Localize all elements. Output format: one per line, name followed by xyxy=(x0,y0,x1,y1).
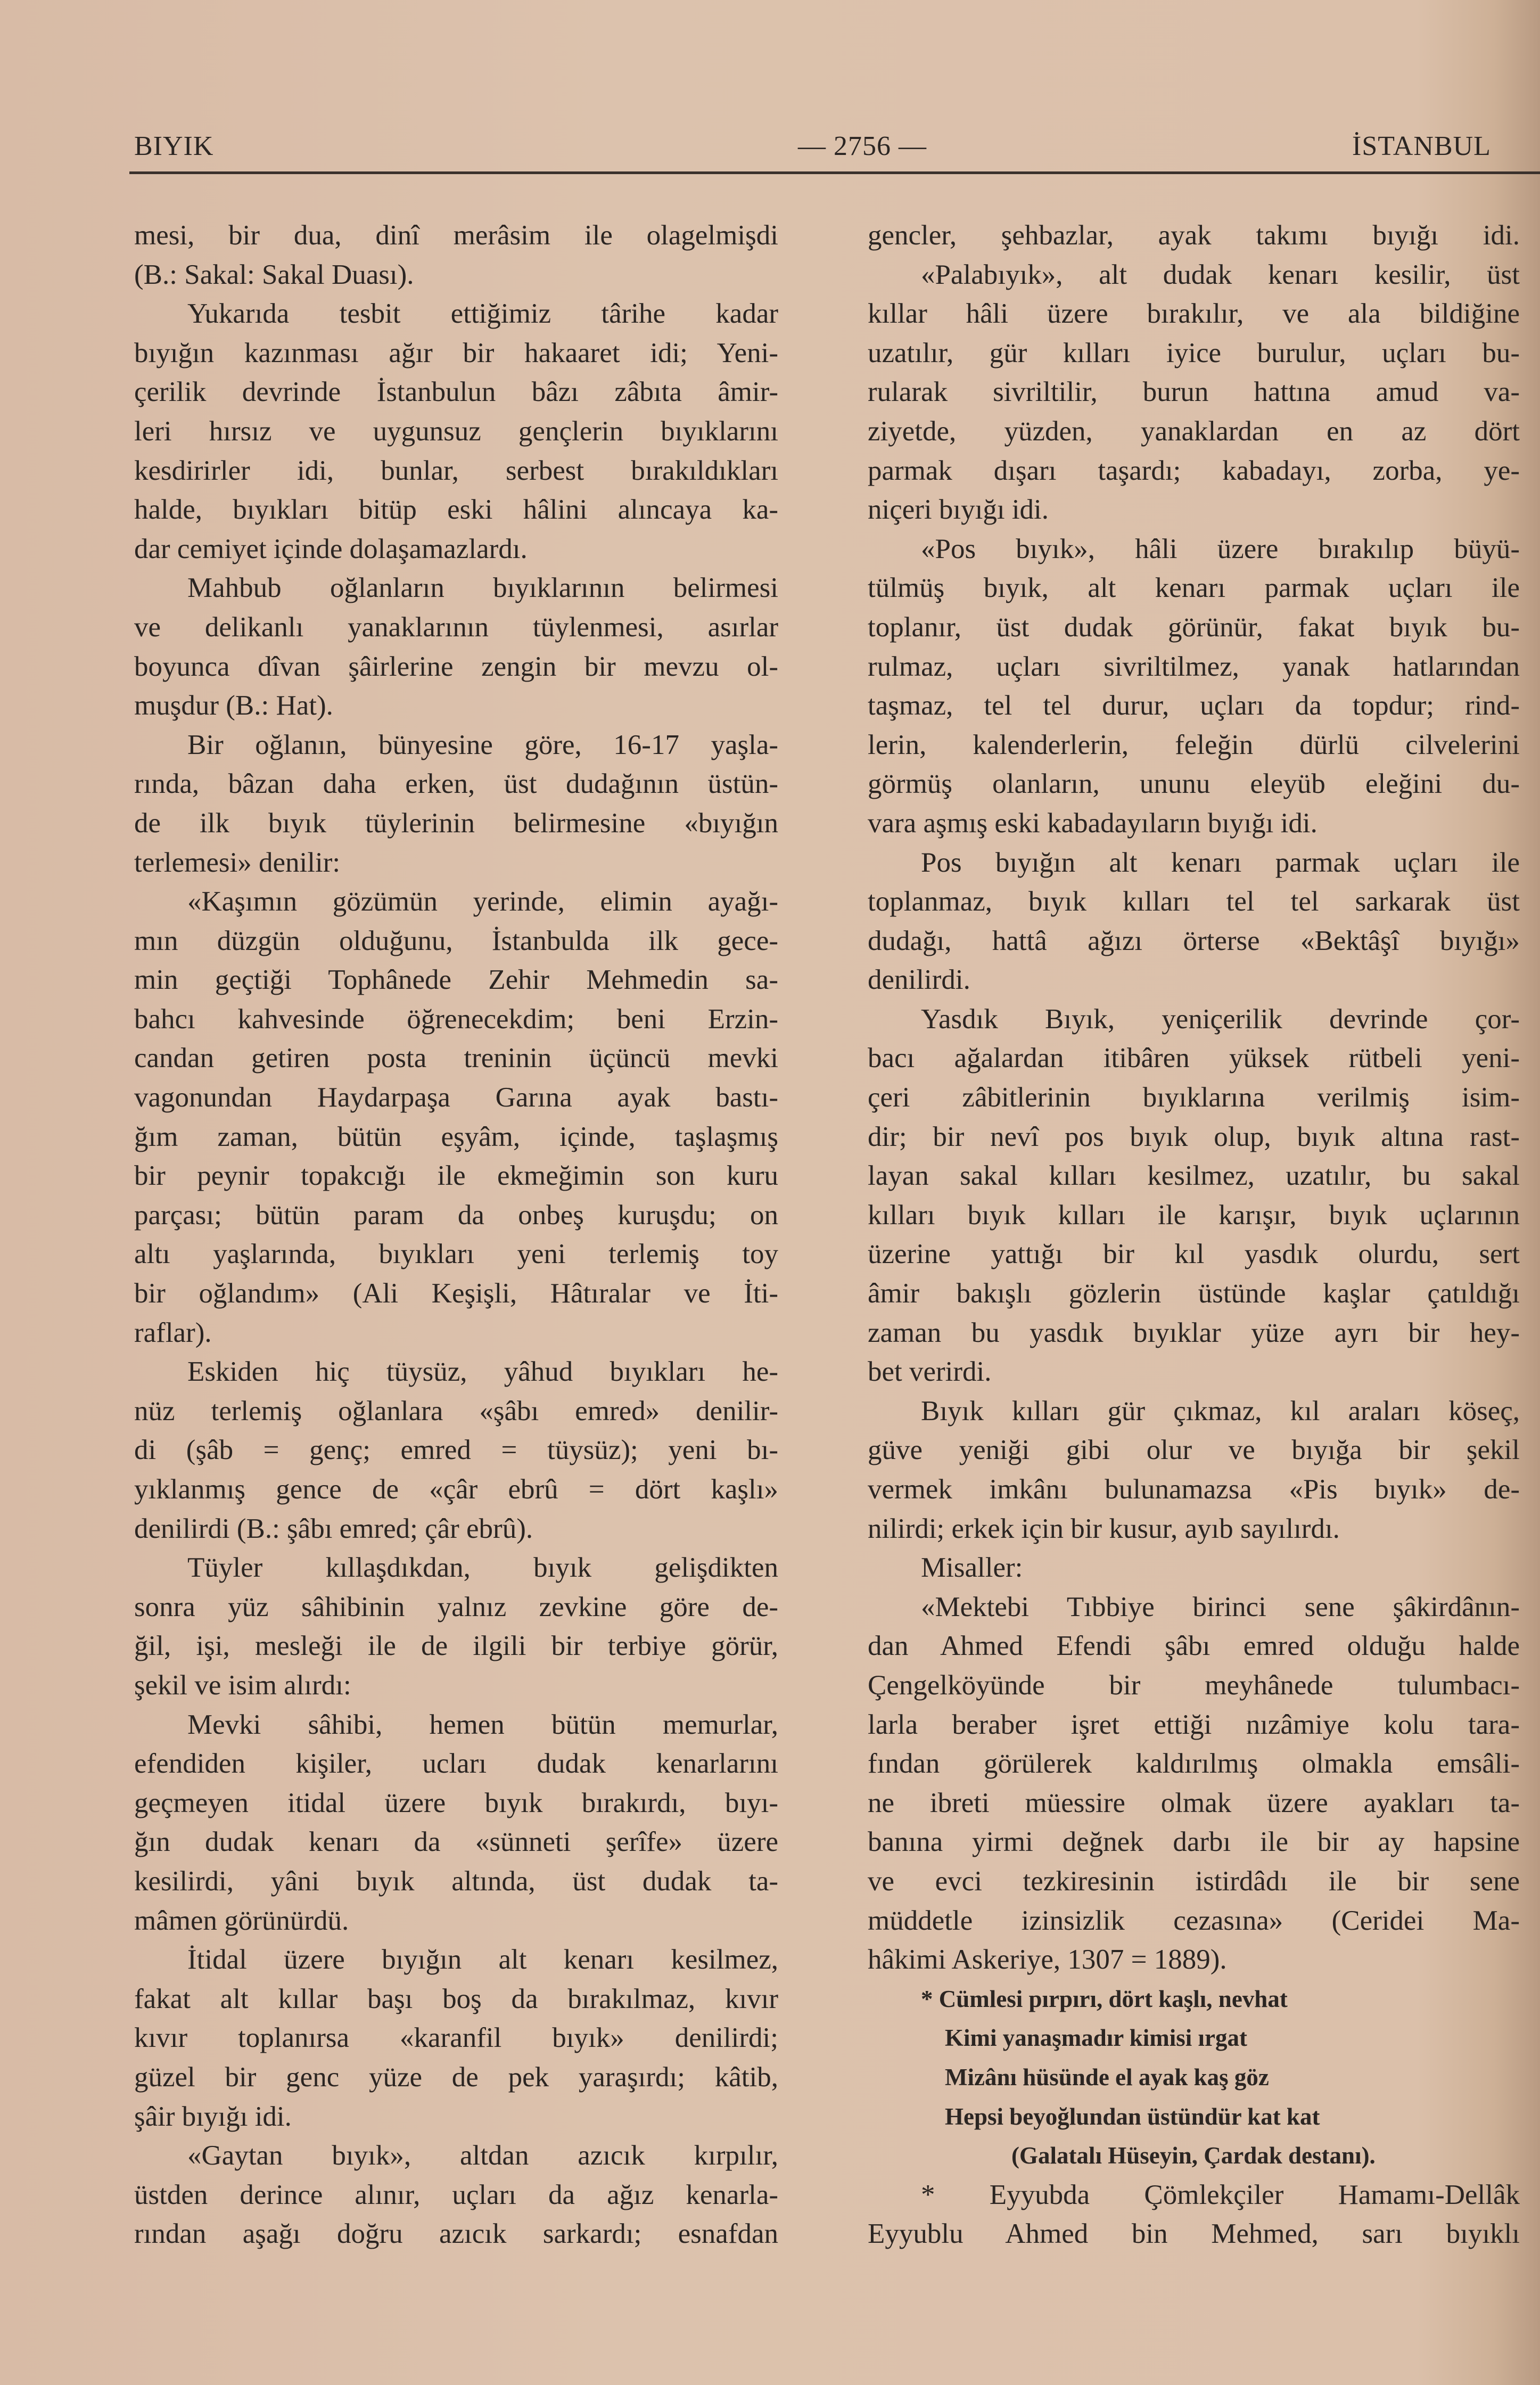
text-line: âmir bakışlı gözlerin üstünde kaşlar çatıldığı xyxy=(868,1278,1520,1309)
text-line: üzerine yattığı bir kıl yasdık olurdu, sert xyxy=(868,1239,1520,1270)
text-line: nilirdi; erkek için bir kusur, ayıb sayılırdı. xyxy=(868,1513,1340,1544)
paragraph xyxy=(134,1706,778,1941)
paragraph xyxy=(134,294,778,569)
text-line: ğım zaman, bütün eşyâm, içinde, taşlaşmış xyxy=(134,1121,778,1152)
paragraph xyxy=(868,1000,1520,1392)
text-line: dudağı, hattâ ağızı örterse «Bektâşî bıyığı» xyxy=(868,925,1520,956)
text-line: rularak sivriltilir, burun hattına amud va- xyxy=(868,376,1520,408)
header-rule xyxy=(129,171,1540,174)
text-line: raflar). xyxy=(134,1317,212,1348)
text-line: efendiden kişiler, ucları dudak kenarlarını xyxy=(134,1748,778,1780)
text-line: «Pos bıyık», hâli üzere bırakılıp büyü- xyxy=(921,533,1520,564)
text-line: sonra yüz sâhibinin yalnız zevkine göre de- xyxy=(134,1591,778,1622)
text-line: bacı ağalardan itibâren yüksek rütbeli yeni- xyxy=(868,1043,1520,1074)
text-line: geçmeyen itidal üzere bıyık bırakırdı, bıyı- xyxy=(134,1787,778,1818)
text-line: Mevki sâhibi, hemen bütün memurlar, xyxy=(187,1709,778,1740)
text-line: fından görülerek kaldırılmış olmakla emsâli- xyxy=(868,1748,1520,1780)
text-line: kılları bıyık kılları ile karışır, bıyık uçlarının xyxy=(868,1199,1520,1231)
text-line: dan Ahmed Efendi şâbı emred olduğu halde xyxy=(868,1630,1520,1662)
text-line: gencler, şehbazlar, ayak takımı bıyığı idi. xyxy=(868,220,1520,251)
text-line: bir oğlandım» (Ali Keşişli, Hâtıralar ve İti- xyxy=(134,1278,778,1309)
paragraph xyxy=(134,1353,778,1548)
text-line: leri hırsız ve uygunsuz gençlerin bıyıklarını xyxy=(134,415,778,447)
paragraph xyxy=(134,1548,778,1705)
text-line: altı yaşlarında, bıyıkları yeni terlemiş toy xyxy=(134,1239,778,1270)
text-line: zaman bu yasdık bıyıklar yüze ayrı bir hey- xyxy=(868,1317,1520,1348)
left-column xyxy=(134,216,778,2254)
text-line: toplanır, üst dudak görünür, fakat bıyık bu- xyxy=(868,611,1520,643)
text-line: güve yeniği gibi olur ve bıyığa bir şekil xyxy=(868,1435,1520,1466)
running-header-right: İSTANBUL xyxy=(1352,131,1491,161)
text-line: larla beraber işret ettiği nızâmiye kolu tara- xyxy=(868,1709,1520,1740)
text-line: lerin, kalenderlerin, feleğin dürlü cilvelerini xyxy=(868,729,1520,760)
text-line: «Mektebi Tıbbiye birinci sene şâkirdânın- xyxy=(921,1591,1520,1622)
text-line: İtidal üzere bıyığın alt kenarı kesilmez, xyxy=(187,1944,778,1976)
text-line: «Gaytan bıyık», altdan azıcık kırpılır, xyxy=(187,2140,778,2171)
text-line: halde, bıyıkları bitüp eski hâlini alıncaya ka- xyxy=(134,494,778,526)
text-line: rında, bâzan daha erken, üst dudağının üstün- xyxy=(134,768,778,800)
text-line: Bıyık kılları gür çıkmaz, kıl araları köseç, xyxy=(921,1395,1520,1427)
text-line: bet verirdi. xyxy=(868,1356,992,1388)
text-line: ziyetde, yüzden, yanaklardan en az dört xyxy=(868,415,1520,447)
text-line: muşdur (B.: Hat). xyxy=(134,690,333,722)
text-line: çerilik devrinde İstanbulun bâzı zâbıta âmir- xyxy=(134,376,778,408)
text-line: görmüş olanların, ununu eleyüb eleğini du- xyxy=(868,768,1520,800)
paragraph xyxy=(868,1548,1520,1588)
paragraph xyxy=(134,2136,778,2254)
paragraph xyxy=(134,569,778,725)
text-line: kesilirdi, yâni bıyık altında, üst dudak ta- xyxy=(134,1865,778,1897)
text-line: vagonundan Haydarpaşa Garına ayak bastı- xyxy=(134,1082,778,1113)
text-line: ne ibreti müessire olmak üzere ayakları ta- xyxy=(868,1787,1520,1818)
text-line: candan getiren posta treninin üçüncü mevki xyxy=(134,1043,778,1074)
text-line: uzatılır, gür kılları iyice burulur, uçları bu- xyxy=(868,337,1520,368)
text-line: «Palabıyık», alt dudak kenarı kesilir, üst xyxy=(921,259,1520,290)
text-line: Yasdık Bıyık, yeniçerilik devrinde çor- xyxy=(921,1003,1520,1035)
text-line: şekil ve isim alırdı: xyxy=(134,1669,351,1701)
text-line: ve evci tezkiresinin istirdâdı ile bir sene xyxy=(868,1865,1520,1897)
text-line: terlemesi» denilir: xyxy=(134,847,341,878)
text-line: nüz terlemiş oğlanlara «şâbı emred» denilir- xyxy=(134,1395,778,1427)
text-line: kıvır toplanırsa «karanfil bıyık» denilirdi; xyxy=(134,2022,778,2054)
text-line: Eyyublu Ahmed bin Mehmed, sarı bıyıklı xyxy=(868,2218,1520,2250)
poem-quote xyxy=(868,1980,1520,2176)
text-line: vermek imkânı bulunamazsa «Pis bıyık» de- xyxy=(868,1474,1520,1505)
text-line: yıklanmış gence de «çâr ebrû = dört kaşlı» xyxy=(134,1474,778,1505)
paragraph xyxy=(868,843,1520,1000)
text-line: (B.: Sakal: Sakal Duası). xyxy=(134,259,414,290)
text-line: Mahbub oğlanların bıyıklarının belirmesi xyxy=(187,572,778,604)
paragraph xyxy=(868,216,1520,256)
paragraph xyxy=(134,882,778,1353)
text-line: tülmüş bıyık, alt kenarı parmak uçları ile xyxy=(868,572,1520,604)
text-line: kesdirirler idi, bunlar, serbest bırakıldıkları xyxy=(134,455,778,486)
footnote-paragraph xyxy=(868,2176,1520,2254)
page-number: — 2756 — xyxy=(798,131,927,161)
text-line: şâir bıyığı idi. xyxy=(134,2101,292,2132)
paragraph xyxy=(868,1588,1520,1980)
text-line: denilirdi (B.: şâbı emred; çâr ebrû). xyxy=(134,1513,533,1544)
paragraph xyxy=(868,530,1520,843)
text-line: dar cemiyet içinde dolaşamazlardı. xyxy=(134,533,528,564)
text-line: vara aşmış eski kabadayıların bıyığı idi. xyxy=(868,807,1317,839)
right-column xyxy=(868,216,1520,2254)
text-line: niçeri bıyığı idi. xyxy=(868,494,1049,526)
poem-line: Kimi yanaşmadır kimisi ırgat xyxy=(945,2025,1247,2052)
text-line: banına yirmi değnek darbı ile bir ay hapsine xyxy=(868,1826,1520,1858)
poem-line: Hepsi beyoğlundan üstündür kat kat xyxy=(945,2103,1320,2130)
text-line: dir; bir nevî pos bıyık olup, bıyık altına rast- xyxy=(868,1121,1520,1152)
text-line: toplanmaz, bıyık kılları tel tel sarkarak üst xyxy=(868,886,1520,917)
text-line: min geçtiği Tophânede Zehir Mehmedin sa- xyxy=(134,964,778,996)
text-line: de ilk bıyık tüylerinin belirmesine «bıyığın xyxy=(134,807,778,839)
text-line: mesi, bir dua, dinî merâsim ile olagelmişdi xyxy=(134,220,778,251)
text-line: Çengelköyünde bir meyhânede tulumbacı- xyxy=(868,1669,1520,1701)
text-line: bahcı kahvesinde öğrenecekdim; beni Erzin- xyxy=(134,1003,778,1035)
text-line: boyunca dîvan şâirlerine zengin bir mevzu ol- xyxy=(134,651,778,682)
poem-line: * Cümlesi pırpırı, dört kaşlı, nevhat xyxy=(921,1985,1288,2012)
text-line: bıyığın kazınması ağır bir hakaaret idi; Yeni- xyxy=(134,337,778,368)
text-line: hâkimi Askeriye, 1307 = 1889). xyxy=(868,1944,1227,1976)
text-line: müddetle izinsizlik cezasına» (Ceridei Ma- xyxy=(868,1905,1520,1936)
text-line: rulmaz, uçları sivriltilmez, yanak hatlarından xyxy=(868,651,1520,682)
text-line: ve delikanlı yanaklarının tüylenmesi, asırlar xyxy=(134,611,778,643)
text-line: Tüyler kıllaşdıkdan, bıyık gelişdikten xyxy=(187,1552,778,1584)
text-line: di (şâb = genç; emred = tüysüz); yeni bı- xyxy=(134,1435,778,1466)
paragraph xyxy=(868,256,1520,530)
paragraph xyxy=(868,1392,1520,1548)
text-line: layan sakal kılları kesilmez, uzatılır, bu sakal xyxy=(868,1160,1520,1192)
poem-line: Mizânı hüsünde el ayak kaş göz xyxy=(945,2063,1269,2091)
text-line: parçası; bütün param da onbeş kuruşdu; on xyxy=(134,1199,778,1231)
text-line: çeri zâbitlerinin bıyıklarına verilmiş isim- xyxy=(868,1082,1520,1113)
text-line: Bir oğlanın, bünyesine göre, 16-17 yaşla- xyxy=(187,729,778,760)
text-line: kıllar hâli üzere bırakılır, ve ala bildiğine xyxy=(868,298,1520,330)
poem-attribution: (Galatalı Hüseyin, Çardak destanı). xyxy=(1011,2142,1376,2169)
text-line: ğın dudak kenarı da «sünneti şerîfe» üzere xyxy=(134,1826,778,1858)
text-line: bir peynir topakcığı ile ekmeğimin son kuru xyxy=(134,1160,778,1192)
text-line: parmak dışarı taşardı; kabadayı, zorba, ye- xyxy=(868,455,1520,486)
text-line: fakat alt kıllar başı boş da bırakılmaz, kıvır xyxy=(134,1983,778,2014)
paragraph xyxy=(134,1940,778,2136)
text-line: Misaller: xyxy=(921,1552,1023,1584)
text-line: Yukarıda tesbit ettiğimiz târihe kadar xyxy=(187,298,778,330)
text-line: rından aşağı doğru azıcık sarkardı; esnafdan xyxy=(134,2218,778,2250)
text-line: mın düzgün olduğunu, İstanbulda ilk gece- xyxy=(134,925,778,956)
text-line: taşmaz, tel tel durur, uçları da topdur; rind- xyxy=(868,690,1520,722)
paragraph xyxy=(134,216,778,294)
text-line: Eskiden hiç tüysüz, yâhud bıyıkları he- xyxy=(187,1356,778,1388)
text-line: mâmen görünürdü. xyxy=(134,1905,349,1936)
text-line: * Eyyubda Çömlekçiler Hamamı-Dellâk xyxy=(921,2179,1520,2210)
text-line: Pos bıyığın alt kenarı parmak uçları ile xyxy=(921,847,1520,878)
paragraph xyxy=(134,726,778,882)
text-line: güzel bir genc yüze de pek yaraşırdı; kâtib, xyxy=(134,2061,778,2093)
text-line: üstden derince alınır, uçları da ağız kenarla- xyxy=(134,2179,778,2210)
text-line: ğil, işi, mesleği ile de ilgili bir terbiye görür, xyxy=(134,1630,778,1662)
running-header-left: BIYIK xyxy=(134,131,214,161)
text-line: «Kaşımın gözümün yerinde, elimin ayağı- xyxy=(187,886,778,917)
text-line: denilirdi. xyxy=(868,964,970,996)
